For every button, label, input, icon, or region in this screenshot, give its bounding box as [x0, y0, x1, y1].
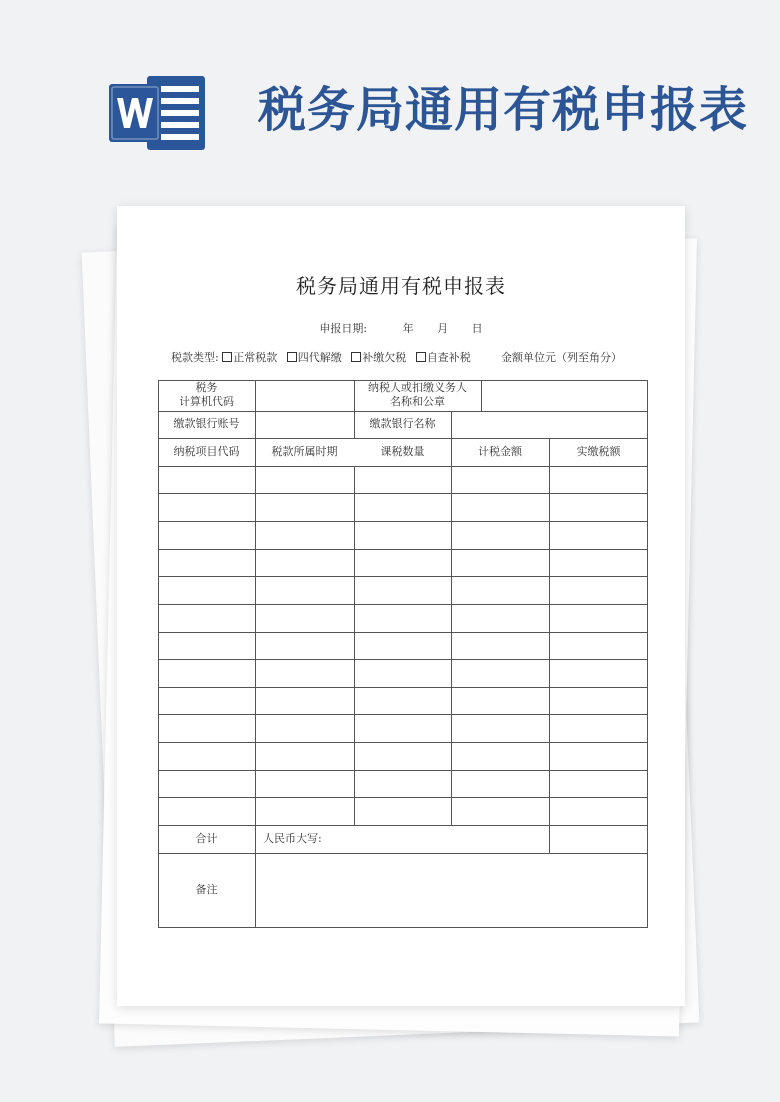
form-border: [158, 927, 648, 928]
tax-computer-code-label: 税务 计算机代码: [179, 381, 234, 408]
checkbox-icon: [287, 352, 297, 362]
form-line: [158, 853, 648, 854]
form-line: [451, 466, 452, 825]
form-line: [481, 380, 482, 411]
form-line: [158, 714, 648, 715]
form-line: [158, 521, 648, 522]
remarks-label: 备注: [195, 883, 218, 896]
tax-type-label: 税款类型:: [171, 351, 219, 364]
form-line: [158, 549, 648, 550]
form-line: [158, 742, 648, 743]
column-header-period: 税款所属时期: [271, 445, 338, 458]
date-year: 年: [402, 322, 414, 335]
tax-type-option-arrears[interactable]: 补缴欠税: [351, 351, 406, 364]
tax-type-option-normal[interactable]: 正常税款: [222, 351, 277, 364]
rmb-uppercase-label: 人民币大写:: [263, 832, 322, 845]
checkbox-icon: [222, 352, 232, 362]
form-line: [549, 438, 550, 825]
document-title: 税务局通用有税申报表: [296, 274, 506, 298]
form-line: [158, 825, 648, 826]
date-day: 日: [471, 322, 483, 335]
form-line: [158, 797, 648, 798]
form-line: [354, 466, 355, 825]
column-header-quantity: 课税数量: [380, 445, 425, 458]
banner-title: 税务局通用有税申报表: [258, 82, 749, 138]
form-line: [158, 576, 648, 577]
total-label: 合计: [195, 832, 218, 845]
word-logo-icon: [109, 72, 209, 154]
form-line: [158, 687, 648, 688]
tax-type-option-self-check[interactable]: 自查补税: [416, 351, 471, 364]
form-line: [549, 825, 550, 853]
form-line: [451, 411, 452, 438]
column-header-item-code: 纳税项目代码: [173, 445, 240, 458]
amount-unit-note: 金额单位元（列至角分）: [501, 351, 622, 364]
document-sheet: [117, 206, 685, 1006]
form-line: [255, 380, 256, 928]
tax-type-line: [171, 349, 661, 365]
tax-type-option-remit[interactable]: 四代解缴: [287, 351, 342, 364]
bank-name-label: 缴款银行名称: [369, 417, 436, 430]
form-line: [158, 604, 648, 605]
form-line: [158, 632, 648, 633]
form-line: [158, 438, 648, 439]
form-border: [647, 380, 648, 928]
column-header-taxable-amount: 计税金额: [478, 445, 522, 458]
form-line: [158, 466, 648, 467]
checkbox-icon: [351, 352, 361, 362]
bank-account-label: 缴款银行账号: [173, 417, 240, 430]
tax-declaration-form: [158, 380, 648, 928]
date-month: 月: [437, 322, 449, 335]
form-line: [158, 770, 648, 771]
checkbox-icon: [416, 352, 426, 362]
taxpayer-name-label: 纳税人或扣缴义务人 名称和公章: [368, 381, 467, 408]
form-line: [158, 411, 648, 412]
form-line: [158, 659, 648, 660]
column-header-paid-tax: 实缴税额: [576, 445, 621, 458]
form-line: [158, 493, 648, 494]
declaration-date-line: [117, 320, 685, 336]
date-label: 申报日期:: [319, 322, 368, 335]
